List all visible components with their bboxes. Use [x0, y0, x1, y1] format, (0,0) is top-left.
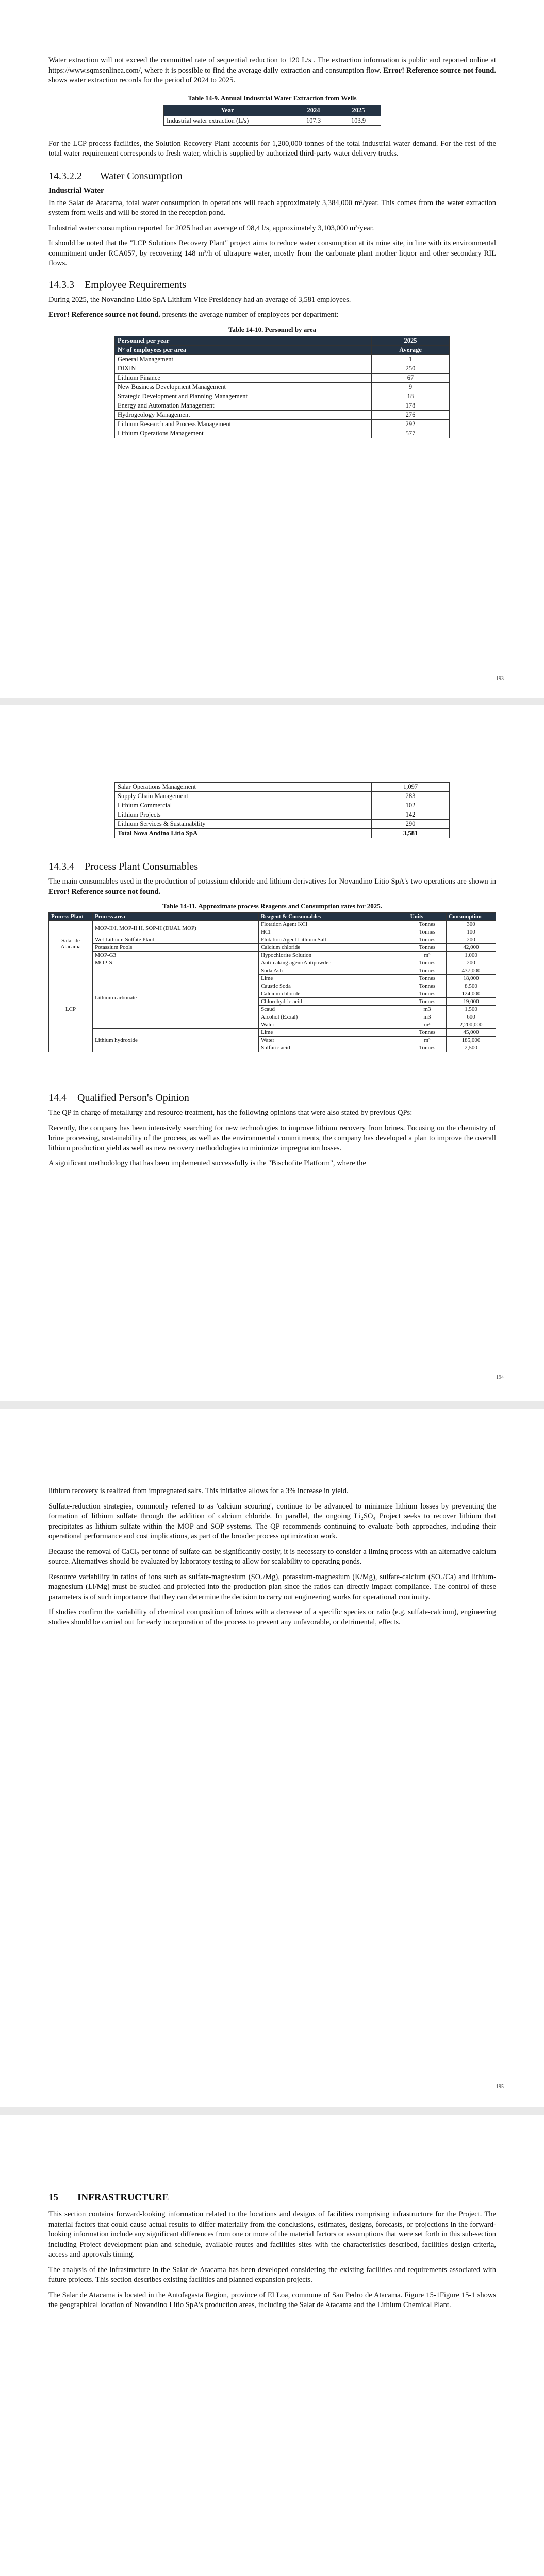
qp-paragraph-1: The QP in charge of metallurgy and resource treatment, has the following opinions that were also stated by previous QPs: [48, 1109, 413, 1117]
average-cell: 9 [372, 382, 450, 392]
consumption-cell: 1,500 [447, 1006, 496, 1013]
average-cell: 1 [372, 354, 450, 364]
unit-cell: Tonnes [408, 959, 446, 967]
consumption-cell: 100 [447, 928, 496, 936]
area-cell: Lithium Research and Process Management [115, 419, 372, 429]
table-row [115, 364, 450, 373]
table-row [49, 959, 496, 967]
value-2024: 107.3 [291, 116, 336, 125]
unit-cell: m³ [408, 952, 446, 959]
average-cell: 250 [372, 364, 450, 373]
reagent-cell: Water [259, 1037, 408, 1044]
reagent-cell: Scaud [259, 1006, 408, 1013]
industrial-water-heading: Industrial Water [48, 186, 104, 195]
reagent-cell: Water [259, 1021, 408, 1029]
intro-paragraph: Water extraction will not exceed the committed rate of sequential reduction to 120 L/s . The extraction information is public and reported online at https://www.sqmsenlinea.com/, where it is possible to find the average daily extraction and consumption flow. Error! Reference source not found. shows water extraction records for the period of 2024 to 2025. [48, 56, 497, 84]
consumption-cell: 185,000 [447, 1037, 496, 1044]
table-row [115, 410, 450, 419]
col-reagent: Reagent & Consumables [259, 913, 408, 921]
table-consumables-caption: Table 14-11. Approximate process Reagents and Consumption rates for 2025. [162, 902, 383, 910]
unit-cell: Tonnes [408, 967, 446, 975]
average-cell: 102 [372, 801, 450, 810]
total-label: Total Nova Andino Litio SpA [115, 829, 372, 838]
table-row [115, 354, 450, 364]
col-units: Units [408, 913, 446, 921]
page-number: 193 [496, 676, 504, 682]
qp-paragraph-3: A significant methodology that has been implemented successfully is the "Bischofite Platform", where the [48, 1159, 366, 1167]
average-cell: 577 [372, 429, 450, 438]
reagent-cell: Anti-caking agent/Antipowder [259, 959, 408, 967]
page-number: 195 [496, 2084, 504, 2090]
unit-cell: m³ [408, 1037, 446, 1044]
process-area-cell: Wet Lithium Sulfate Plant [93, 936, 259, 944]
unit-cell: m3 [408, 1013, 446, 1021]
qp-paragraph-7: Resource variability in ratios of ions such as sulfate-magnesium (SO₄/Mg), potassium-magnesium (K/Mg), sulfate-calcium (SO₄/Ca) and lithium-magnesium (Li/Mg) must be studied and projected into the production plan since the ratios can directly impact compliance. The control of these parameters is of such importance that they can determine the decision to carry out engineering works for operational continuity. [48, 1572, 496, 1601]
consumption-cell: 1,000 [447, 952, 496, 959]
qp-paragraph-5: Sulfate-reduction strategies, commonly referred to as 'calcium scouring', continue to be advanced to minimize lithium losses by preventing the formation of lithium sulfate through the addition of calcium chloride. In parallel, the ongoing Li₂SO₄ Project seeks to recover lithium that precipitates as lithium sulfate within the MOP and SOP systems. The QP recommends continuing to evaluate both approaches, including their operational performance and cost implications, as part of the broader process optimization work. [48, 1502, 496, 1540]
average-cell: 1,097 [372, 783, 450, 792]
process-plant-cell: LCP [49, 967, 93, 1052]
water-extraction-table [163, 105, 381, 126]
table-row [49, 944, 496, 952]
qp-paragraph-8: If studies confirm the variability of chemical composition of brines with a decrease of a specific species or ratio (e.g. sulfate-calcium), engineering studies should be carried out for early incorporation of the process to prevent any unfavorable, or detrimental, effects. [48, 1608, 496, 1626]
value-2025: 103.9 [336, 116, 381, 125]
table-row [115, 401, 450, 410]
unit-cell: Tonnes [408, 1029, 446, 1037]
consumption-cell: 2,500 [447, 1044, 496, 1052]
section-15-heading: 15 INFRASTRUCTURE [48, 2192, 169, 2203]
average-cell: 67 [372, 373, 450, 382]
consumption-cell: 200 [447, 959, 496, 967]
qp-paragraph-2: Recently, the company has been intensively searching for new technologies to improve lithium recovery from brines. Focusing on the chemistry of brine processing, sustainability of the process, as well as the environmental commitments, the company has developed a plan to improve the overall lithium production yield as well as new recovery methodologies to minimize impregnation losses. [48, 1124, 496, 1153]
emp-paragraph-2: Error! Reference source not found. presents the average number of employees per department: [48, 311, 339, 319]
header-average: Average [372, 345, 450, 354]
table-row [49, 952, 496, 959]
unit-cell: Tonnes [408, 982, 446, 990]
unit-cell: m3 [408, 1006, 446, 1013]
col-2025: 2025 [336, 105, 381, 116]
consumption-cell: 19,000 [447, 998, 496, 1006]
average-cell: 142 [372, 810, 450, 820]
process-area-cell: Potassium Pools [93, 944, 259, 952]
consumption-cell: 42,000 [447, 944, 496, 952]
table-row [115, 429, 450, 438]
area-cell: Lithium Commercial [115, 801, 372, 810]
row-label: Industrial water extraction (L/s) [164, 116, 291, 125]
average-cell: 283 [372, 792, 450, 801]
table-wells-caption: Table 14-9. Annual Industrial Water Extraction from Wells [188, 94, 357, 102]
unit-cell: Tonnes [408, 1044, 446, 1052]
emp-paragraph-1: During 2025, the Novandino Litio SpA Lithium Vice Presidency had an average of 3,581 employees. [48, 295, 351, 304]
reagent-cell: Lime [259, 1029, 408, 1037]
area-cell: Lithium Projects [115, 810, 372, 820]
qp-paragraph-4: lithium recovery is realized from impregnated salts. This initiative allows for a 3% increase in yield. [48, 1487, 349, 1495]
table-row [115, 792, 450, 801]
unit-cell: Tonnes [408, 921, 446, 928]
reagent-cell: Calcium chloride [259, 990, 408, 998]
area-cell: General Management [115, 354, 372, 364]
col-2024: 2024 [291, 105, 336, 116]
personnel-table [114, 336, 450, 438]
process-area-cell: Lithium carbonate [93, 967, 259, 1029]
area-cell: Lithium Operations Management [115, 429, 372, 438]
average-cell: 290 [372, 820, 450, 829]
process-area-cell: MOP-S [93, 959, 259, 967]
unit-cell: Tonnes [408, 975, 446, 982]
page-196 [0, 2115, 544, 2576]
unit-cell: Tonnes [408, 990, 446, 998]
reagent-cell: Calcium chloride [259, 944, 408, 952]
consumption-cell: 45,000 [447, 1029, 496, 1037]
iw-paragraph-1: In the Salar de Atacama, total water consumption in operations will reach approximately 3,384,000 m³/year. This comes from the water extraction system from wells and will be stored in the reception pond. [48, 198, 496, 217]
reagent-cell: Flotation Agent KCl [259, 921, 408, 928]
page-193 [0, 0, 544, 698]
consumption-cell: 200 [447, 936, 496, 944]
infra-paragraph-1: This section contains forward-looking information related to the locations and designs of facilities comprising infrastructure for the Project. The material factors that could cause actual results to differ materially from the conclusions, estimates, designs, forecasts, or projections in the forward-looking information include any significant differences from one or more of the material factors or assumptions that were set forth in this sub-section including Project development plan and schedule, available routes and facilities sites with the characteristics described, facilities design criteria, access and approvals timing. [48, 2210, 496, 2259]
reagent-cell: Caustic Soda [259, 982, 408, 990]
table-row [49, 936, 496, 944]
consumables-paragraph: The main consumables used in the production of potassium chloride and lithium derivatives for Novandino Litio SpA's two operations are shown in Error! Reference source not found. [48, 877, 496, 896]
header-year: 2025 [372, 336, 450, 345]
consumption-cell: 8,500 [447, 982, 496, 990]
reagent-cell: Sulfuric acid [259, 1044, 408, 1052]
area-cell: Energy and Automation Management [115, 401, 372, 410]
section-14-3-2-2-heading: 14.3.2.2 Water Consumption [48, 170, 183, 182]
reagent-cell: Hypochlorite Solution [259, 952, 408, 959]
page-number: 194 [496, 1375, 504, 1380]
table-row [115, 810, 450, 820]
area-cell: Lithium Finance [115, 373, 372, 382]
table-row [49, 921, 496, 928]
area-cell: Lithium Services & Sustainability [115, 820, 372, 829]
table-row [115, 801, 450, 810]
area-cell: Strategic Development and Planning Management [115, 392, 372, 401]
unit-cell: Tonnes [408, 998, 446, 1006]
table-row [115, 373, 450, 382]
table-row [115, 392, 450, 401]
table-row [115, 783, 450, 792]
process-area-cell: Lithium hydroxide [93, 1029, 259, 1052]
col-process-area: Process area [93, 913, 259, 921]
col-process-plant: Process Plant [49, 913, 93, 921]
header-personnel: Personnel per year [115, 336, 372, 345]
qp-paragraph-6: Because the removal of CaCl₂ per tonne of sulfate can be significantly costly, it is necessary to consider a liming process with an alternative calcium source. Alternatives should be evaluated by laboratory testing to allow for scalability to operating ponds. [48, 1547, 496, 1566]
iw-paragraph-2: Industrial water consumption reported for 2025 had an average of 98,4 l/s, approximately 3,103,000 m³/year. [48, 224, 374, 232]
reagent-cell: HCl [259, 928, 408, 936]
section-14-3-3-heading: 14.3.3 Employee Requirements [48, 279, 187, 291]
reagent-cell: Alcohol (Exxal) [259, 1013, 408, 1021]
consumables-table [48, 912, 496, 1052]
table-row [115, 382, 450, 392]
reagent-cell: Soda Ash [259, 967, 408, 975]
page-195 [0, 1409, 544, 2107]
col-year: Year [164, 105, 291, 116]
reagent-cell: Chlorohydric acid [259, 998, 408, 1006]
table-row [49, 1029, 496, 1037]
consumption-cell: 437,000 [447, 967, 496, 975]
area-cell: DIXIN [115, 364, 372, 373]
personnel-table-continued [114, 782, 450, 838]
consumption-cell: 124,000 [447, 990, 496, 998]
header-employees: N° of employees per area [115, 345, 372, 354]
area-cell: Salar Operations Management [115, 783, 372, 792]
reagent-cell: Lime [259, 975, 408, 982]
process-plant-cell: Salar de Atacama [49, 921, 93, 967]
total-value: 3,581 [372, 829, 450, 838]
page-194 [0, 705, 544, 1401]
average-cell: 276 [372, 410, 450, 419]
consumption-cell: 600 [447, 1013, 496, 1021]
process-area-cell: MOP-II/I, MOP-II H, SOP-H (DUAL MOP) [93, 921, 259, 936]
average-cell: 292 [372, 419, 450, 429]
area-cell: Hydrogeology Management [115, 410, 372, 419]
consumption-cell: 18,000 [447, 975, 496, 982]
infra-paragraph-3: The Salar de Atacama is located in the Antofagasta Region, province of El Loa, commune of San Pedro de Atacama. Figure 15-1Figure 15-1 shows the geographical location of Novandino Litio SpA's production areas, including the Salar de Atacama and the Lithium Chemical Plant. [48, 2291, 496, 2309]
unit-cell: Tonnes [408, 944, 446, 952]
average-cell: 178 [372, 401, 450, 410]
table-row [49, 967, 496, 975]
section-14-4-heading: 14.4 Qualified Person's Opinion [48, 1092, 189, 1104]
table-row [115, 820, 450, 829]
section-14-3-4-heading: 14.3.4 Process Plant Consumables [48, 861, 198, 872]
area-cell: Supply Chain Management [115, 792, 372, 801]
consumption-cell: 2,200,000 [447, 1021, 496, 1029]
unit-cell: m³ [408, 1021, 446, 1029]
table-personnel-caption: Table 14-10. Personnel by area [228, 325, 317, 333]
consumption-cell: 300 [447, 921, 496, 928]
process-area-cell: MOP-G3 [93, 952, 259, 959]
unit-cell: Tonnes [408, 936, 446, 944]
col-consumption: Consumption [447, 913, 496, 921]
iw-paragraph-3: It should be noted that the "LCP Solutions Recovery Plant" project aims to reduce water consumption at its mine site, in line with its environmental commitment under RCA057, by recovering 148 m³/h of ultrapure water, mostly from the carbonate plant mother liquor and other secondary RIL flows. [48, 239, 496, 267]
lcp-paragraph: For the LCP process facilities, the Solution Recovery Plant accounts for 1,200,000 tonnes of the total industrial water demand. For the rest of the total water requirement corresponds to fresh water, which is supplied by authorized third-party water delivery trucks. [48, 139, 496, 158]
unit-cell: Tonnes [408, 928, 446, 936]
infra-paragraph-2: The analysis of the infrastructure in the Salar de Atacama has been developed considering the existing facilities and requirements associated with future projects. This section describes existing facilities and planned expansion projects. [48, 2265, 496, 2284]
area-cell: New Business Development Management [115, 382, 372, 392]
table-row [115, 419, 450, 429]
total-row [115, 829, 450, 838]
reagent-cell: Flotation Agent Lithium Salt [259, 936, 408, 944]
average-cell: 18 [372, 392, 450, 401]
